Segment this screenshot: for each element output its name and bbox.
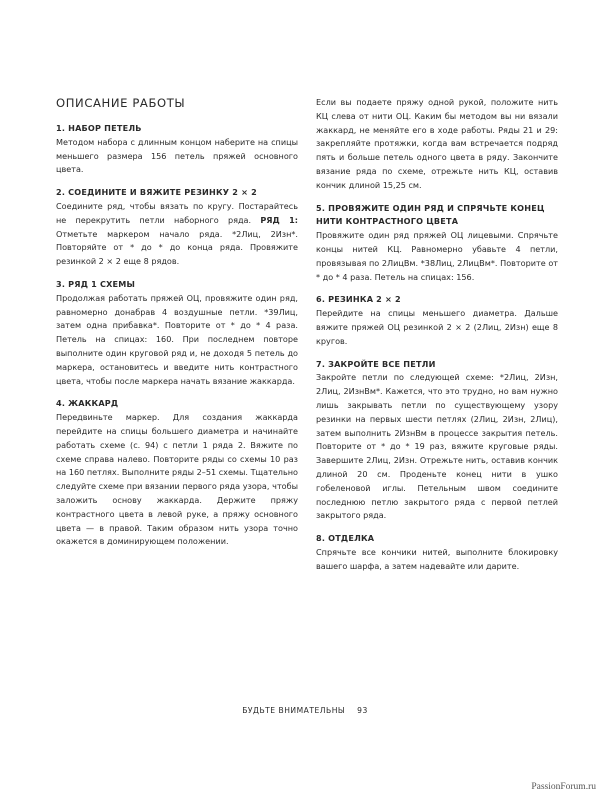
page-title: ОПИСАНИЕ РАБОТЫ: [56, 96, 186, 110]
section-cast-on: [56, 122, 298, 177]
section-body: [56, 200, 298, 269]
section-body: Передвиньте маркер. Для создания жаккарда перейдите на спицы большего диаметра и начинайте работать схеме (с. 94) с петли 1 ряда 2. Вяжите по схеме справа налево. Повторите ряды со схемы 10 раз на 160 петлях. Выполните ряды 2–51 схемы. Тщательно следуйте схеме при вязании первого ряда узора, чтобы заложить основу жаккарда. Держите пряжу контрастного цвета в левой руке, а пряжу основного цвета — в правой. Таким образом нить узора точно окажется в доминирующем положении.: [56, 412, 298, 547]
section-body: Продолжая работать пряжей ОЦ, провяжите один ряд, равномерно донабрав 4 воздушные петли. *39Лиц, затем одна прибавка*. Повторите от * до * 4 раза. Петель на спицах: 160. При последнем повторе выполните один круговой ряд и, не доходя 5 петель до маркера, остановитесь и введите нить контрастного цвета, чтобы после маркера начать вязание жаккарда.: [56, 292, 298, 386]
section-body: Спрячьте все кончики нитей, выполните блокировку вашего шарфа, а затем надевайте или дарите.: [316, 546, 558, 571]
section-heading: 2. СОЕДИНИТЕ И ВЯЖИТЕ РЕЗИНКУ 2 × 2: [56, 187, 257, 198]
section-body: Если вы подаете пряжу одной рукой, положите нить КЦ слева от нити ОЦ. Каким бы методом вы ни вязали жаккард, не меняйте его в ходе работы. Ряды 21 и 29: закрепляйте протяжки, когда вам встречается подряд пять и больше петель одного цвета в ряду. Закончите вязание ряда по схеме, отрежьте нить КЦ, оставив кончик длиной 15,25 см.: [316, 97, 558, 190]
body-text: Отметьте маркером начало ряда. *2Лиц, 2Изн*. Повторяйте от * до * до конца ряда. Провяжите резинкой 2 × 2 еще 8 рядов.: [56, 228, 298, 267]
watermark: PassionForum.ru: [531, 782, 596, 792]
section-join-rib: [56, 186, 298, 269]
section-heading: 7. ЗАКРОЙТЕ ВСЕ ПЕТЛИ: [316, 358, 436, 369]
section-chart-row-1: [56, 278, 298, 388]
section-body: Методом набора с длинным концом наберите на спицы меньшего размера 156 петель пряжей основного цвета.: [56, 136, 298, 175]
section-jacquard-continued: [316, 96, 558, 193]
section-heading: 6. РЕЗИНКА 2 × 2: [316, 294, 401, 305]
right-column: [316, 96, 558, 583]
left-column: [56, 96, 298, 558]
page-footer: [0, 706, 610, 715]
body-text: Соедините ряд, чтобы вязать по кругу. Постарайтесь не перекрутить петли наборного ряда.: [56, 200, 298, 225]
footer-text: БУДЬТЕ ВНИМАТЕЛЬНЫ: [242, 706, 346, 715]
section-heading: 8. ОТДЕЛКА: [316, 533, 375, 544]
page-number: 93: [357, 706, 368, 715]
section-heading: 4. ЖАККАРД: [56, 398, 119, 409]
section-body: Перейдите на спицы меньшего диаметра. Дальше вяжите пряжей ОЦ резинкой 2 × 2 (2Лиц, 2Изн) еще 8 кругов.: [316, 308, 558, 346]
section-body: Закройте петли по следующей схеме: *2Лиц, 2Изн, 2Лиц, 2ИзнВм*. Кажется, что это трудно, но вам нужно лишь закрывать петли по существующему узору резинки на первых шести петлях (2Лиц, 2Изн, 2Лиц), затем выполнить 2ИзнВм в процессе закрытия петель. Повторите от * до * 19 раз, вяжите круговые ряды. Завершите 2Лиц, 2Изн. Отрежьте нить, оставив кончик длиной 20 см. Проденьте конец нити в ушко гобеленовой иглы. Петельным швом соедините последнюю петлю закрытого ряда с первой петлей закрытого ряда.: [316, 372, 558, 521]
section-bind-off: [316, 358, 558, 524]
section-body: Провяжите один ряд пряжей ОЦ лицевыми. Спрячьте концы нитей КЦ. Равномерно убавьте 4 петли, провязывая по 2ЛицВм. *38Лиц, 2ЛицВм*. Повторите от * до * 4 раза. Петель на спицах: 156.: [316, 230, 558, 282]
section-jacquard: [56, 397, 298, 549]
section-heading: 5. ПРОВЯЖИТЕ ОДИН РЯД И СПРЯЧЬТЕ КОНЕЦ НИТИ КОНТРАСТНОГО ЦВЕТА: [316, 202, 545, 227]
section-knit-one-row: [316, 202, 558, 285]
section-finishing: [316, 532, 558, 573]
section-heading: 3. РЯД 1 СХЕМЫ: [56, 278, 136, 289]
row-label: РЯД 1:: [260, 214, 299, 225]
section-heading: 1. НАБОР ПЕТЕЛЬ: [56, 123, 142, 133]
section-rib: [316, 293, 558, 348]
